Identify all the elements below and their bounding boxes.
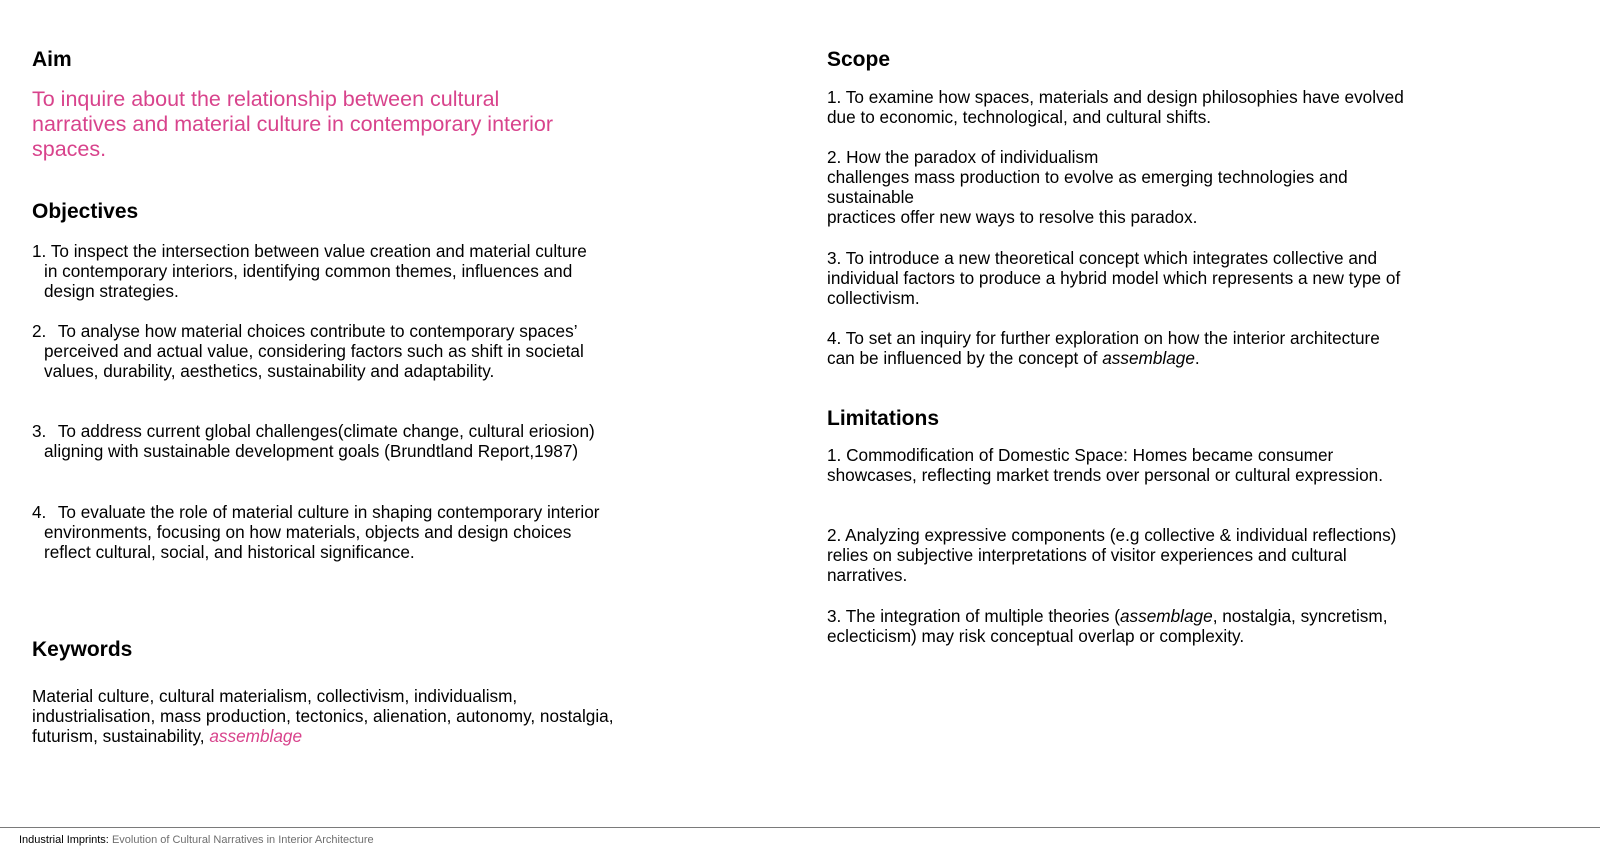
scope-item-2-line: 2. How the paradox of individualism: [827, 147, 1099, 167]
objective-item-2: [32, 321, 604, 381]
footer-subtitle: Evolution of Cultural Narratives in Interior Architecture: [111, 834, 374, 846]
aim-statement: To inquire about the relationship between cultural narratives and material culture in contemporary interior spaces.: [32, 87, 554, 161]
objective-number: 1.: [32, 241, 47, 261]
objective-text: To inspect the intersection between value creation and material culture in contemporary interiors, identifying common themes, influences and design strategies.: [44, 241, 587, 301]
objective-number: 4.: [32, 502, 47, 522]
limitation-item-2: 2. Analyzing expressive components (e.g collective & individual reflections) relies on subjective interpretations of visitor experiences and cultural narratives.: [827, 525, 1397, 585]
objective-item-4: [32, 502, 604, 562]
keywords-text: [32, 686, 632, 746]
objective-item-1: [32, 241, 604, 301]
footer-divider: [0, 827, 1600, 828]
scope-heading: Scope: [827, 48, 891, 71]
objective-text: To analyse how material choices contribute to contemporary spaces’ perceived and actual value, considering factors such as shift in societal values, durability, aesthetics, sustainability and adaptability.: [44, 321, 584, 381]
objective-number: 2.: [32, 321, 47, 341]
keywords-heading: Keywords: [32, 638, 133, 661]
scope-item-4-text: 4. To set an inquiry for further exploration on how the interior architecture can be influenced by the concept of: [827, 328, 1380, 368]
footer-title: Industrial Imprints:: [19, 834, 109, 846]
objective-number: 3.: [32, 421, 47, 441]
scope-item-4: [827, 328, 1407, 368]
objective-item-3: [32, 421, 604, 461]
keywords-list: Material culture, cultural materialism, collectivism, individualism, industrialisation, mass production, tectonics, alienation, autonomy, nostalgia, futurism, sustainability,: [32, 686, 614, 746]
limitation-item-3-text: 3. The integration of multiple theories (: [827, 606, 1120, 626]
scope-item-4-end: .: [1194, 348, 1200, 368]
scope-item-2: [827, 147, 1407, 227]
limitation-item-3-emphasis: assemblage: [1120, 606, 1213, 626]
objective-text: To evaluate the role of material culture in shaping contemporary interior environments, focusing on how materials, objects and design choices reflect cultural, social, and historical significance.: [44, 502, 600, 562]
limitation-item-3-end: , nostalgia, syncretism, eclecticism) may risk conceptual overlap or complexity.: [827, 606, 1388, 646]
scope-item-3: 3. To introduce a new theoretical concept which integrates collective and individual factors to produce a hybrid model which represents a new type of collectivism.: [827, 248, 1401, 308]
scope-item-2-line: challenges mass production to evolve as emerging technologies and sustainable: [827, 167, 1348, 207]
scope-item-4-emphasis: assemblage: [1102, 348, 1195, 368]
keyword-highlight: assemblage: [209, 726, 303, 746]
objectives-heading: Objectives: [32, 200, 139, 223]
objective-text: To address current global challenges(climate change, cultural eriosion) aligning with sustainable development goals (Brundtland Report,1987): [44, 421, 595, 461]
limitation-item-3: [827, 606, 1407, 646]
scope-item-1: 1. To examine how spaces, materials and design philosophies have evolved due to economic, technological, and cultural shifts.: [827, 87, 1404, 127]
limitation-item-1: 1. Commodification of Domestic Space: Homes became consumer showcases, reflecting market trends over personal or cultural expression.: [827, 445, 1383, 485]
aim-heading: Aim: [32, 48, 72, 71]
limitations-heading: Limitations: [827, 407, 940, 430]
footer: [19, 833, 374, 847]
scope-item-2-line: practices offer new ways to resolve this paradox.: [827, 207, 1198, 227]
